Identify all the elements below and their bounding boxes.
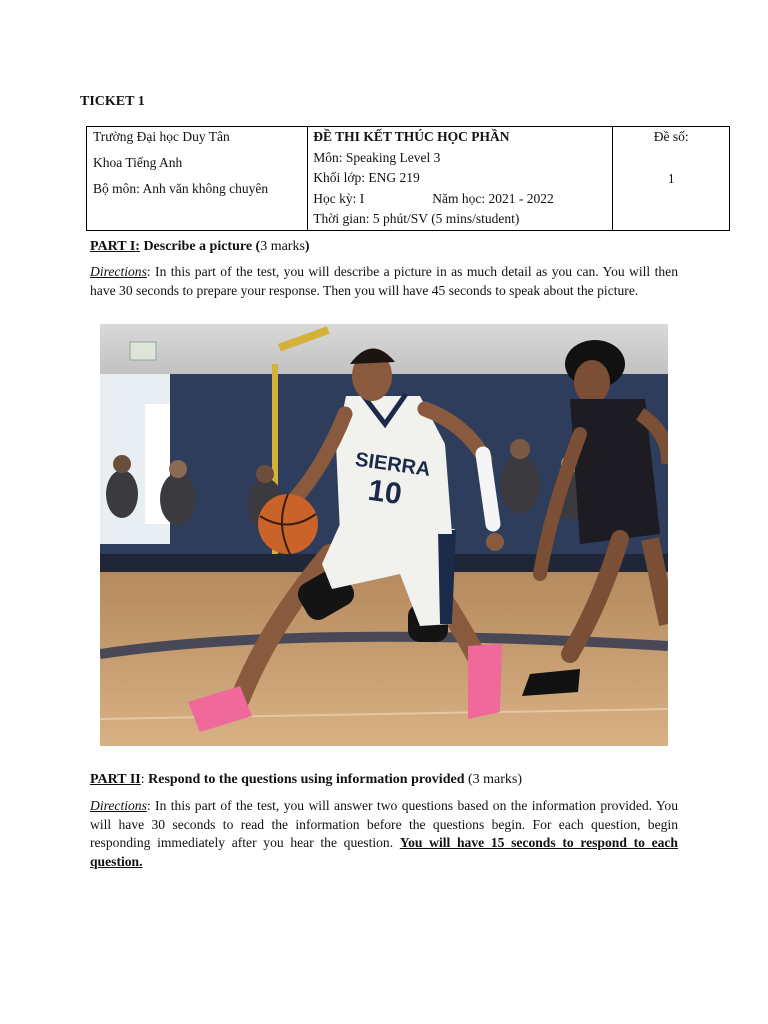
ticket-title: TICKET 1 (80, 94, 145, 109)
class-code: Khối lớp: ENG 219 (313, 170, 420, 186)
exam-code: 1 (667, 171, 675, 186)
part2-directions-label: Directions (90, 798, 147, 813)
subject: Môn: Speaking Level 3 (313, 149, 441, 165)
school-name: Trường Đại học Duy Tân (93, 129, 230, 144)
school-year: Năm học: 2021 - 2022 (432, 190, 554, 206)
part1-close: ) (304, 239, 310, 254)
jersey-number: 10 (366, 473, 404, 512)
part2-directions-emphasis: You will have 15 seconds to respond to each question. (90, 835, 678, 869)
part1-heading (90, 239, 310, 255)
part2-title: Respond to the questions using information provided (148, 772, 465, 787)
semester-line (308, 189, 612, 210)
part1-label: PART I: (90, 239, 140, 254)
part2-marks: (3 marks) (464, 772, 523, 787)
exam-time: Thời gian: 5 phút/SV (5 mins/student) (313, 211, 520, 227)
semester: Học kỳ: I (313, 190, 365, 206)
basketball-photo (100, 324, 668, 746)
part1-directions (90, 263, 678, 300)
jersey-text: SIERRA (353, 448, 432, 481)
faculty-name: Khoa Tiếng Anh (93, 155, 183, 170)
exam-info-cell (308, 127, 613, 231)
part1-title: Describe a picture ( (143, 239, 261, 254)
part2-label: PART II (90, 772, 141, 787)
part2-directions (90, 797, 678, 871)
exam-header-table (86, 126, 730, 231)
part1-directions-text: : In this part of the test, you will describe a picture in as much detail as you can. You will then have 30 seconds to prepare your response. Then you will have 45 seconds to speak about the picture. (90, 264, 678, 298)
school-info-cell (87, 127, 308, 231)
part1-directions-label: Directions (90, 264, 147, 279)
exam-code-cell (613, 127, 730, 231)
part2-heading (90, 772, 522, 788)
exam-title: ĐỀ THI KẾT THÚC HỌC PHẦN (313, 129, 510, 144)
department-name: Bộ môn: Anh văn không chuyên (93, 181, 269, 196)
exam-code-label: Đề số: (653, 129, 689, 144)
part1-marks: 3 marks (260, 239, 305, 254)
part2-directions-text: : In this part of the test, you will answer two questions based on the information provided. You will have 30 seconds to read the information before the questions begin. For each question, begin responding immediately after you hear the question. (90, 798, 678, 850)
part2-colon: : (140, 772, 145, 787)
